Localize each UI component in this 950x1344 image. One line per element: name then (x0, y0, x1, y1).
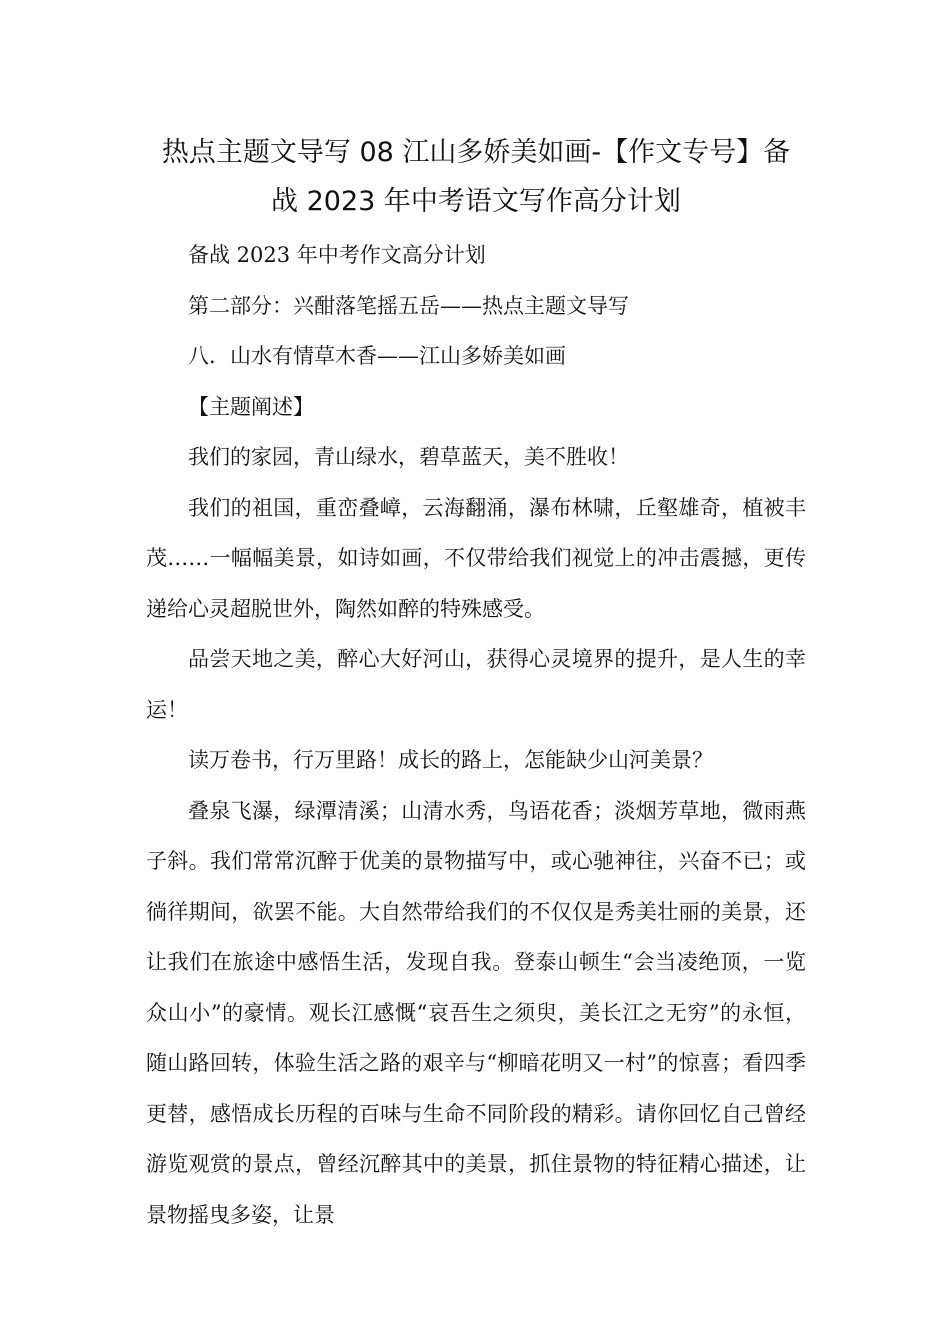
paragraph-home: 我们的家园，青山绿水，碧草蓝天，美不胜收！ (188, 445, 629, 469)
paragraph-read-travel: 读万卷书，行万里路！成长的路上，怎能缺少山河美景？ (188, 748, 713, 772)
document-title (146, 128, 806, 226)
title-line-1: 热点主题文导写 08 江山多娇美如画-【作文专号】备 (161, 137, 791, 168)
paragraph-plan-heading: 备战 2023 年中考作文高分计划 (188, 243, 486, 267)
paragraph-section-heading: 八．山水有情草木香——江山多娇美如画 (188, 344, 566, 368)
document-body (146, 230, 806, 1240)
paragraph-scenery: 叠泉飞瀑，绿潭清溪；山清水秀，鸟语花香；淡烟芳草地，微雨燕子斜。我们常常沉醉于优美的景物描写中，或心驰神往，兴奋不已；或徜徉期间，欲罢不能。大自然带给我们的不仅仅是秀美壮丽的美景，还让我们在旅途中感悟生活，发现自我。登泰山顿生“会当凌绝顶，一览众山小”的豪情。观长江感慨“哀吾生之须臾，美长江之无穷”的永恒，随山路回转，体验生活之路的艰辛与“柳暗花明又一村”的惊喜；看四季更替，感悟成长历程的百味与生命不同阶段的精彩。请你回忆自己曾经游览观赏的景点，曾经沉醉其中的美景，抓住景物的特征精心描述，让景物摇曳多姿，让景 (146, 798, 806, 1227)
paragraph-motherland: 我们的祖国，重峦叠嶂，云海翻涌，瀑布林啸，丘壑雄奇，植被丰茂……一幅幅美景，如诗如画，不仅带给我们视觉上的冲击震撼，更传递给心灵超脱世外，陶然如醉的特殊感受。 (146, 495, 806, 621)
paragraph-theme-label: 【主题阐述】 (188, 394, 314, 419)
title-line-2: 战 2023 年中考语文写作高分计划 (271, 186, 681, 217)
paragraph-part-heading: 第二部分：兴酣落笔摇五岳——热点主题文导写 (188, 293, 629, 318)
paragraph-taste-beauty: 品尝天地之美，醉心大好河山，获得心灵境界的提升，是人生的幸运！ (146, 647, 806, 722)
